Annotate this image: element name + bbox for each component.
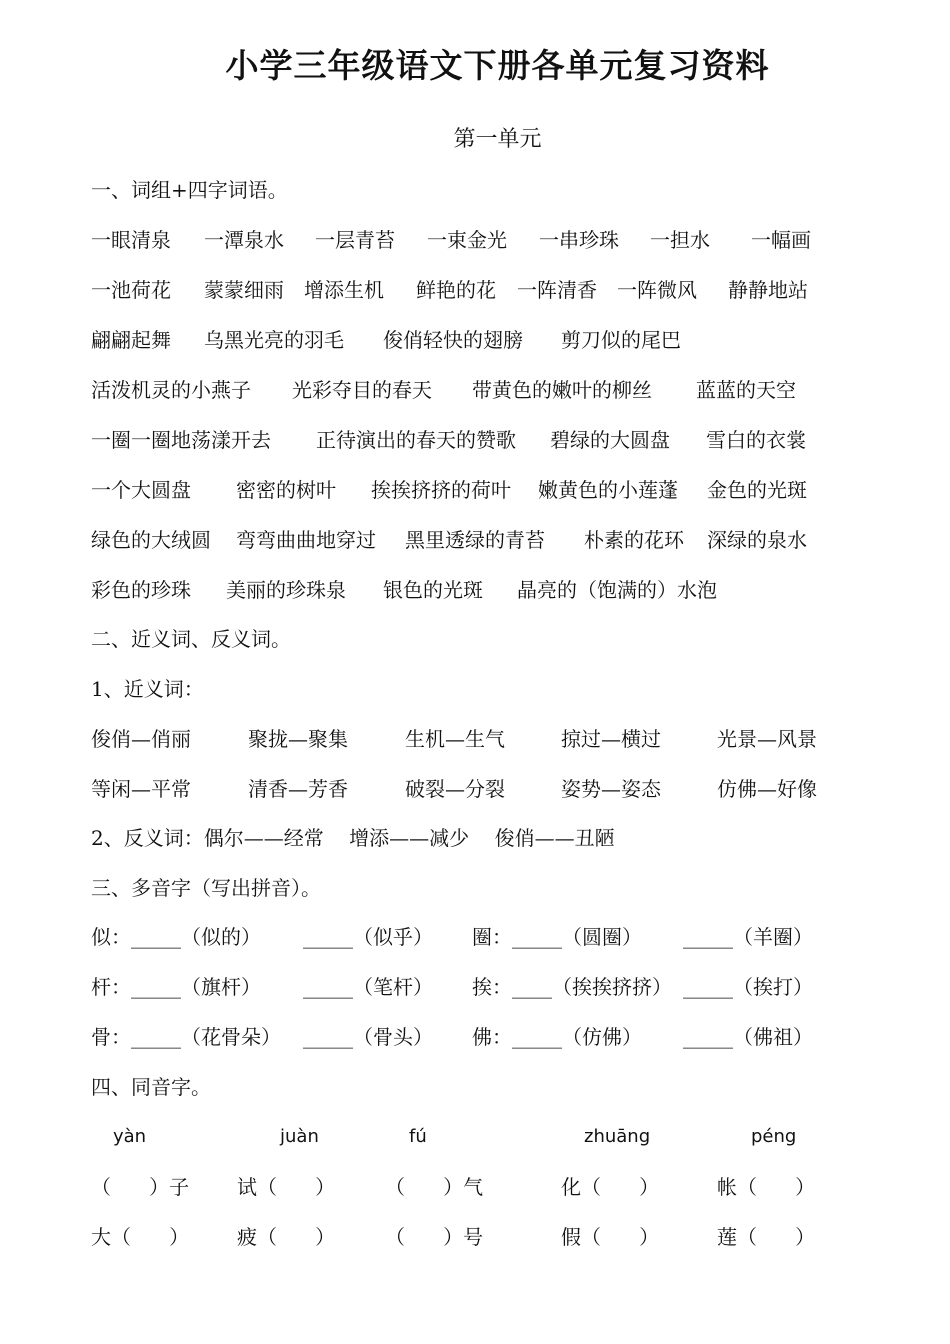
- pinyin-label: juàn: [280, 1126, 319, 1147]
- word-item: 黑里透绿的青苔: [405, 528, 545, 552]
- homophone-blank: （ ）子: [91, 1175, 190, 1199]
- polyphone-item: _____（挨打）: [683, 975, 813, 999]
- synonym-pair: 仿佛—好像: [717, 777, 817, 801]
- word-item: 一阵微风: [617, 278, 697, 302]
- homophone-blank: 化（ ）: [561, 1175, 660, 1199]
- polyphone-item: 骨：_____（花骨朵）: [91, 1025, 281, 1049]
- synonym-pair: 破裂—分裂: [405, 777, 505, 801]
- word-item: 晶亮的（饱满的）水泡: [517, 578, 717, 602]
- word-item: 一圈一圈地荡漾开去: [91, 428, 271, 452]
- homophone-blank: 莲（ ）: [717, 1225, 816, 1249]
- word-item: 美丽的珍珠泉: [226, 578, 346, 602]
- antonyms-line: 2、反义词：偶尔——经常 增添——减少 俊俏——丑陋: [91, 826, 615, 850]
- word-item: 增添生机: [304, 278, 384, 302]
- pinyin-label: péng: [751, 1126, 797, 1147]
- synonym-pair: 生机—生气: [405, 727, 505, 751]
- synonym-pair: 俊俏—俏丽: [91, 727, 191, 751]
- section-heading-homophones: 四、同音字。: [91, 1075, 211, 1099]
- homophone-blank: （ ）号: [385, 1225, 484, 1249]
- word-item: 一层青苔: [315, 228, 395, 252]
- word-item: 剪刀似的尾巴: [561, 328, 681, 352]
- word-item: 深绿的泉水: [707, 528, 807, 552]
- word-item: 一束金光: [427, 228, 507, 252]
- word-item: 金色的光斑: [707, 478, 807, 502]
- pinyin-label: fú: [409, 1126, 427, 1147]
- homophone-blank: 帐（ ）: [717, 1175, 816, 1199]
- pinyin-label: yàn: [113, 1126, 147, 1147]
- homophone-blank: （ ）气: [385, 1175, 484, 1199]
- synonym-pair: 掠过—横过: [561, 727, 661, 751]
- polyphone-item: _____（似乎）: [303, 925, 433, 949]
- word-item: 一潭泉水: [204, 228, 284, 252]
- word-item: 活泼机灵的小燕子: [91, 378, 251, 402]
- word-item: 乌黑光亮的羽毛: [204, 328, 344, 352]
- homophone-blank: 假（ ）: [561, 1225, 660, 1249]
- polyphone-item: 圈：_____（圆圈）: [472, 925, 642, 949]
- section-heading-synonyms: 二、近义词、反义词。: [91, 627, 291, 651]
- polyphone-item: 杆：_____（旗杆）: [91, 975, 261, 999]
- homophone-blank: 试（ ）: [237, 1175, 336, 1199]
- word-item: 一担水: [650, 228, 710, 252]
- word-item: 正待演出的春天的赞歌: [316, 428, 516, 452]
- synonym-pair: 等闲—平常: [91, 777, 191, 801]
- homophone-blank: 大（ ）: [91, 1225, 190, 1249]
- word-item: 一阵清香: [517, 278, 597, 302]
- word-item: 一眼清泉: [91, 228, 171, 252]
- word-item: 银色的光斑: [383, 578, 483, 602]
- polyphone-item: _____（骨头）: [303, 1025, 433, 1049]
- word-item: 一池荷花: [91, 278, 171, 302]
- polyphone-item: _____（羊圈）: [683, 925, 813, 949]
- word-item: 静静地站: [728, 278, 808, 302]
- word-item: 彩色的珍珠: [91, 578, 191, 602]
- polyphone-item: 似：_____（似的）: [91, 925, 261, 949]
- polyphone-item: _____（笔杆）: [303, 975, 433, 999]
- word-item: 一幅画: [751, 228, 811, 252]
- word-item: 带黄色的嫩叶的柳丝: [472, 378, 652, 402]
- homophone-blank: 疲（ ）: [237, 1225, 336, 1249]
- word-item: 挨挨挤挤的荷叶: [371, 478, 511, 502]
- polyphone-item: 挨：____（挨挨挤挤）: [472, 975, 672, 999]
- polyphone-item: 佛：_____（仿佛）: [472, 1025, 642, 1049]
- word-item: 蓝蓝的天空: [696, 378, 796, 402]
- word-item: 俊俏轻快的翅膀: [383, 328, 523, 352]
- pinyin-label: zhuāng: [584, 1126, 651, 1147]
- word-item: 一个大圆盘: [91, 478, 191, 502]
- word-item: 鲜艳的花: [416, 278, 496, 302]
- word-item: 翩翩起舞: [91, 328, 171, 352]
- section-heading-polyphones: 三、多音字（写出拼音）。: [91, 876, 321, 900]
- word-item: 光彩夺目的春天: [292, 378, 432, 402]
- word-item: 绿色的大绒圆: [91, 528, 211, 552]
- word-item: 碧绿的大圆盘: [550, 428, 670, 452]
- synonym-pair: 姿势—姿态: [561, 777, 661, 801]
- section-heading-words: 一、词组+四字词语。: [91, 178, 288, 202]
- synonym-pair: 清香—芳香: [248, 777, 348, 801]
- word-item: 蒙蒙细雨: [204, 278, 284, 302]
- synonyms-label: 1、近义词：: [91, 677, 204, 701]
- synonym-pair: 光景—风景: [717, 727, 817, 751]
- unit-heading: 第一单元: [453, 127, 542, 152]
- word-item: 一串珍珠: [539, 228, 619, 252]
- synonym-pair: 聚拢—聚集: [248, 727, 348, 751]
- page-title: 小学三年级语文下册各单元复习资料: [225, 46, 770, 85]
- word-item: 嫩黄色的小莲蓬: [538, 478, 678, 502]
- word-item: 密密的树叶: [236, 478, 336, 502]
- word-item: 弯弯曲曲地穿过: [236, 528, 376, 552]
- word-item: 雪白的衣裳: [706, 428, 806, 452]
- polyphone-item: _____（佛祖）: [683, 1025, 813, 1049]
- word-item: 朴素的花环: [584, 528, 684, 552]
